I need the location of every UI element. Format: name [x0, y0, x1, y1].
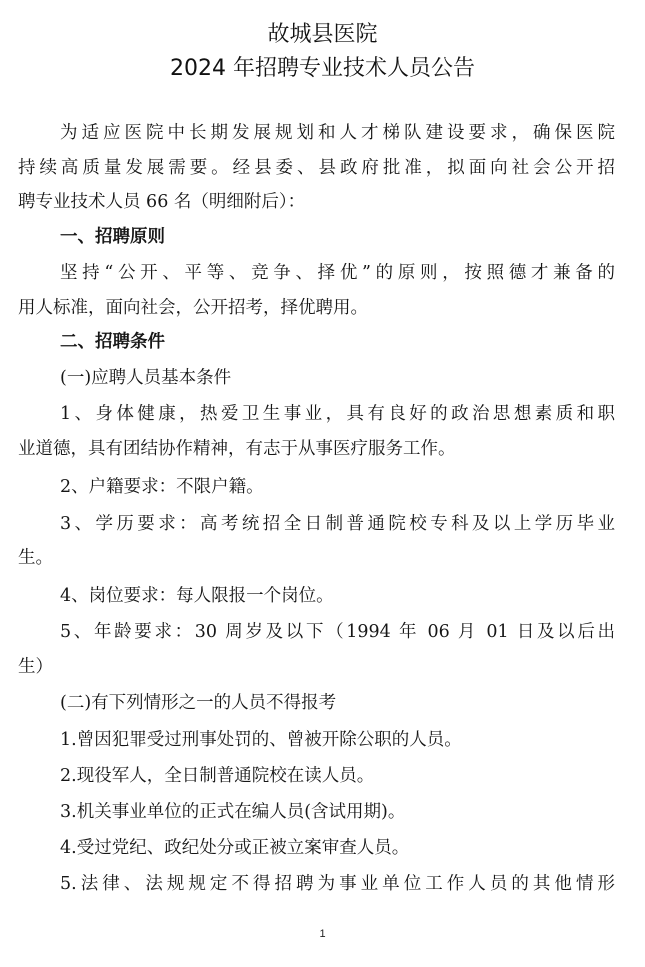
document-title-line-1: 故城县医院: [267, 22, 378, 47]
condition-3-line-2: 生。: [18, 548, 53, 568]
condition-5-line-2: 生）: [18, 657, 53, 677]
principles-line-2: 用人标准，面向社会，公开招考，择优聘用。: [18, 298, 368, 318]
exclusion-item-4: 4.受过党纪、政纪处分或正被立案审查人员。: [60, 838, 410, 858]
exclusion-item-1: 1.曾因犯罪受过刑事处罚的、曾被开除公职的人员。: [60, 730, 462, 750]
condition-1-line-1: 1、身体健康，热爱卫生事业，具有良好的政治思想素质和职: [60, 404, 615, 424]
subsection-heading-basic: (一)应聘人员基本条件: [60, 368, 232, 388]
exclusion-item-2: 2.现役军人，全日制普通院校在读人员。: [60, 766, 375, 786]
exclusion-item-5: 5.法律、法规规定不得招聘为事业单位工作人员的其他情形: [60, 874, 615, 894]
page-number: 1: [319, 928, 326, 940]
exclusion-item-3: 3.机关事业单位的正式在编人员(含试用期)。: [60, 802, 406, 822]
condition-4: 4、岗位要求：每人限报一个岗位。: [60, 586, 334, 606]
condition-3-line-1: 3、学历要求：高考统招全日制普通院校专科及以上学历毕业: [60, 514, 615, 534]
condition-2: 2、户籍要求：不限户籍。: [60, 477, 264, 497]
intro-line-1: 为适应医院中长期发展规划和人才梯队建设要求，确保医院: [60, 123, 615, 143]
section-heading-principles: 一、招聘原则: [60, 227, 165, 247]
document-title-line-2: 2024 年招聘专业技术人员公告: [170, 56, 475, 81]
condition-1-line-2: 业道德，具有团结协作精神，有志于从事医疗服务工作。: [18, 439, 456, 459]
principles-line-1: 坚持“公开、平等、竞争、择优”的原则，按照德才兼备的: [60, 263, 615, 283]
section-heading-conditions: 二、招聘条件: [60, 332, 165, 352]
intro-line-2: 持续高质量发展需要。经县委、县政府批准，拟面向社会公开招: [18, 158, 615, 178]
condition-5-line-1: 5、年龄要求：30 周岁及以下（1994 年 06 月 01 日及以后出: [60, 622, 615, 642]
subsection-heading-exclusions: (二)有下列情形之一的人员不得报考: [60, 693, 337, 713]
intro-line-3: 聘专业技术人员 66 名（明细附后）：: [18, 192, 306, 212]
